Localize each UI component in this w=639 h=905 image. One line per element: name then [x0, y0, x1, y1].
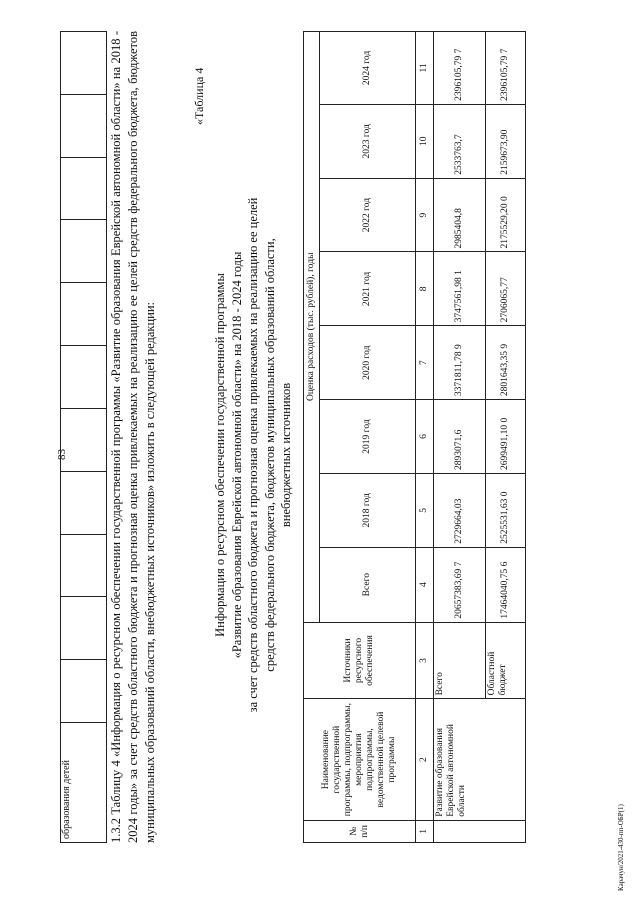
amendment-paragraph: 1.3.2 Таблицу 4 «Информация о ресурсном обеспечении государственной программы «Развитие образования Еврейской автономной области» на 2018 - 2024 годы» за счет средств областного бюджета и прогнозная оценка привлекаемых на реализацию ее целей средств федерального бюджета, бюджетов муниципальных образований области, внебюджетных источников» изложить в следующей редакции:: [109, 31, 157, 843]
header-num: № п/п: [304, 820, 416, 842]
column-number: 8: [416, 252, 434, 326]
table-cell: 3747561,98 1: [434, 252, 486, 326]
table-cell: 2396105,79 7: [486, 32, 526, 105]
column-number: 5: [416, 473, 434, 547]
program-name: Развитие образования Еврейской автономной области: [434, 699, 526, 820]
previous-table-fragment: [60, 31, 107, 843]
top-table-cell-text: образования детей: [61, 723, 107, 843]
header-year: 2018 год: [320, 473, 416, 547]
table-cell: 3371811,78 9: [434, 326, 486, 400]
header-year: 2020 год: [320, 326, 416, 400]
table-title: [212, 195, 295, 715]
page-number: 83: [56, 449, 68, 460]
column-number: 11: [416, 32, 434, 105]
table-cell: 2985404,8: [434, 178, 486, 252]
row-source: Всего: [434, 622, 486, 699]
table-cell: 2706065,77: [486, 252, 526, 326]
header-year: 2023 год: [320, 104, 416, 178]
header-estimate: Оценка расходов (тыс. рублей), годы: [304, 32, 320, 623]
column-number: 9: [416, 178, 434, 252]
table-cell: 2893071,6: [434, 400, 486, 474]
table-cell: 2699491,10 0: [486, 400, 526, 474]
column-number: 3: [416, 622, 434, 699]
header-source: Источники ресурсного обеспечения: [304, 622, 416, 699]
column-number: 4: [416, 547, 434, 622]
title-line: «Развитие образования Еврейской автономной области» на 2018 - 2024 годы: [229, 251, 244, 659]
table-cell: 2525531,63 0: [486, 473, 526, 547]
column-number: 1: [416, 820, 434, 842]
resource-table: [303, 31, 526, 843]
table-cell: 2396105,79 7: [434, 32, 486, 105]
header-year: Всего: [320, 547, 416, 622]
title-line: за счет средств областного бюджета и прогнозная оценка привлекаемых на реализацию ее целей: [246, 197, 260, 713]
title-line: средств федерального бюджета, бюджетов муниципальных образований области,: [262, 238, 277, 672]
title-line: внебюджетных источников: [279, 382, 293, 528]
table-label: «Таблица 4: [192, 67, 206, 125]
table-cell: 20657383,69 7: [434, 547, 486, 622]
table-cell: 2533763,7: [434, 104, 486, 178]
column-number: 10: [416, 104, 434, 178]
header-year: 2022 год: [320, 178, 416, 252]
footer-code: Карачун/2021-430-пп-ОБР(1): [617, 804, 625, 891]
header-year: 2021 год: [320, 252, 416, 326]
column-number: 6: [416, 400, 434, 474]
header-year: 2019 год: [320, 400, 416, 474]
column-number: 2: [416, 699, 434, 820]
table-cell: 2175529,20 0: [486, 178, 526, 252]
title-line: Информация о ресурсном обеспечении государственной программы: [213, 273, 227, 637]
row-source: Областной бюджет: [486, 622, 526, 699]
table-cell: 2159673,90: [486, 104, 526, 178]
table-row: [434, 32, 486, 843]
header-year: 2024 год: [320, 32, 416, 105]
column-number: 7: [416, 326, 434, 400]
header-name: Наименование государственной программы, подпрограммы, мероприятия подпрограммы, ведомственной целевой программы: [304, 699, 416, 820]
table-cell: 17464040,75 6: [486, 547, 526, 622]
table-cell: 2801643,35 9: [486, 326, 526, 400]
table-cell: 2729664,03: [434, 473, 486, 547]
